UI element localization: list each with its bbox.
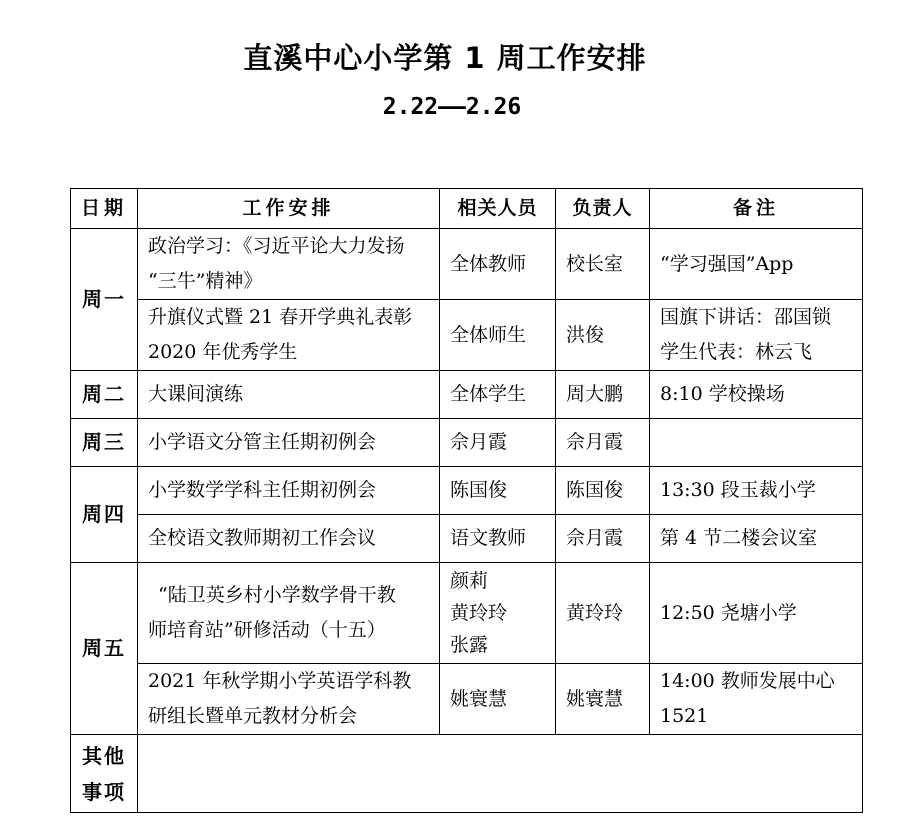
table-row [71, 563, 863, 664]
page-title: 直溪中心小学第 1 周工作安排 [243, 41, 647, 75]
people-cell: 陈国俊 [440, 467, 556, 515]
owner-cell: 陈国俊 [556, 467, 650, 515]
task-line: 师培育站”研修活动（十五） [148, 619, 386, 641]
task-line: 2021 年秋学期小学英语学科教 [148, 670, 412, 692]
task-cell [138, 300, 440, 371]
task-cell [138, 229, 440, 300]
people-cell: 佘月霞 [440, 419, 556, 467]
task-line: 研组长暨单元教材分析会 [148, 705, 358, 727]
table-row [71, 664, 863, 735]
other-label-line: 其他 [82, 743, 126, 768]
other-matters-label [71, 735, 138, 813]
notes-cell [650, 664, 863, 735]
task-cell [138, 563, 440, 664]
owner-cell: 洪俊 [556, 300, 650, 371]
day-wednesday: 周三 [71, 419, 138, 467]
task-line: 政治学习：《习近平论大力发扬 [148, 235, 405, 257]
day-tuesday: 周二 [71, 371, 138, 419]
notes-cell: “学习强国”App [650, 229, 863, 300]
notes-cell: 12:50 尧塘小学 [650, 563, 863, 664]
header-date: 日期 [71, 189, 138, 229]
task-line: 2020 年优秀学生 [148, 341, 298, 363]
task-line: “陆卫英乡村小学数学骨干教 [158, 584, 396, 606]
people-cell: 语文教师 [440, 515, 556, 563]
table-header-row [71, 189, 863, 229]
people-cell: 全体学生 [440, 371, 556, 419]
task-cell: 小学语文分管主任期初例会 [138, 419, 440, 467]
table-row [71, 229, 863, 300]
people-cell: 姚寰慧 [440, 664, 556, 735]
day-friday: 周五 [71, 563, 138, 735]
table-row [71, 467, 863, 515]
header-task: 工作安排 [138, 189, 440, 229]
notes-line: 国旗下讲话：邵国锁 [660, 306, 832, 328]
schedule-table [70, 188, 863, 813]
table-row [71, 515, 863, 563]
notes-cell [650, 300, 863, 371]
table-row [71, 371, 863, 419]
header-owner: 负责人 [556, 189, 650, 229]
header-notes: 备注 [650, 189, 863, 229]
people-line: 黄玲玲 [450, 602, 508, 624]
table-row [71, 300, 863, 371]
task-cell: 大课间演练 [138, 371, 440, 419]
table-row [71, 419, 863, 467]
owner-cell: 姚寰慧 [556, 664, 650, 735]
task-cell [138, 664, 440, 735]
owner-cell: 黄玲玲 [556, 563, 650, 664]
notes-line: 1521 [660, 705, 709, 727]
people-cell: 全体教师 [440, 229, 556, 300]
task-cell: 小学数学学科主任期初例会 [138, 467, 440, 515]
notes-cell: 8:10 学校操场 [650, 371, 863, 419]
notes-cell [650, 419, 863, 467]
owner-cell: 佘月霞 [556, 419, 650, 467]
table-row [71, 735, 863, 813]
notes-cell: 第 4 节二楼会议室 [650, 515, 863, 563]
task-line: 升旗仪式暨 21 春开学典礼表彰 [148, 306, 413, 328]
people-line: 颜莉 [450, 570, 489, 592]
day-monday: 周一 [71, 229, 138, 371]
owner-cell: 校长室 [556, 229, 650, 300]
notes-line: 14:00 教师发展中心 [660, 670, 835, 692]
date-range: 2.22——2.26 [382, 94, 522, 120]
owner-cell: 周大鹏 [556, 371, 650, 419]
other-label-line: 事项 [82, 779, 126, 804]
notes-cell: 13:30 段玉裁小学 [650, 467, 863, 515]
task-cell: 全校语文教师期初工作会议 [138, 515, 440, 563]
task-line: “三牛”精神》 [148, 270, 263, 292]
people-cell [440, 563, 556, 664]
owner-cell: 佘月霞 [556, 515, 650, 563]
people-line: 张露 [450, 634, 489, 656]
header-people: 相关人员 [440, 189, 556, 229]
other-matters-content [138, 735, 863, 813]
notes-line: 学生代表：林云飞 [660, 341, 813, 363]
day-thursday: 周四 [71, 467, 138, 563]
people-cell: 全体师生 [440, 300, 556, 371]
